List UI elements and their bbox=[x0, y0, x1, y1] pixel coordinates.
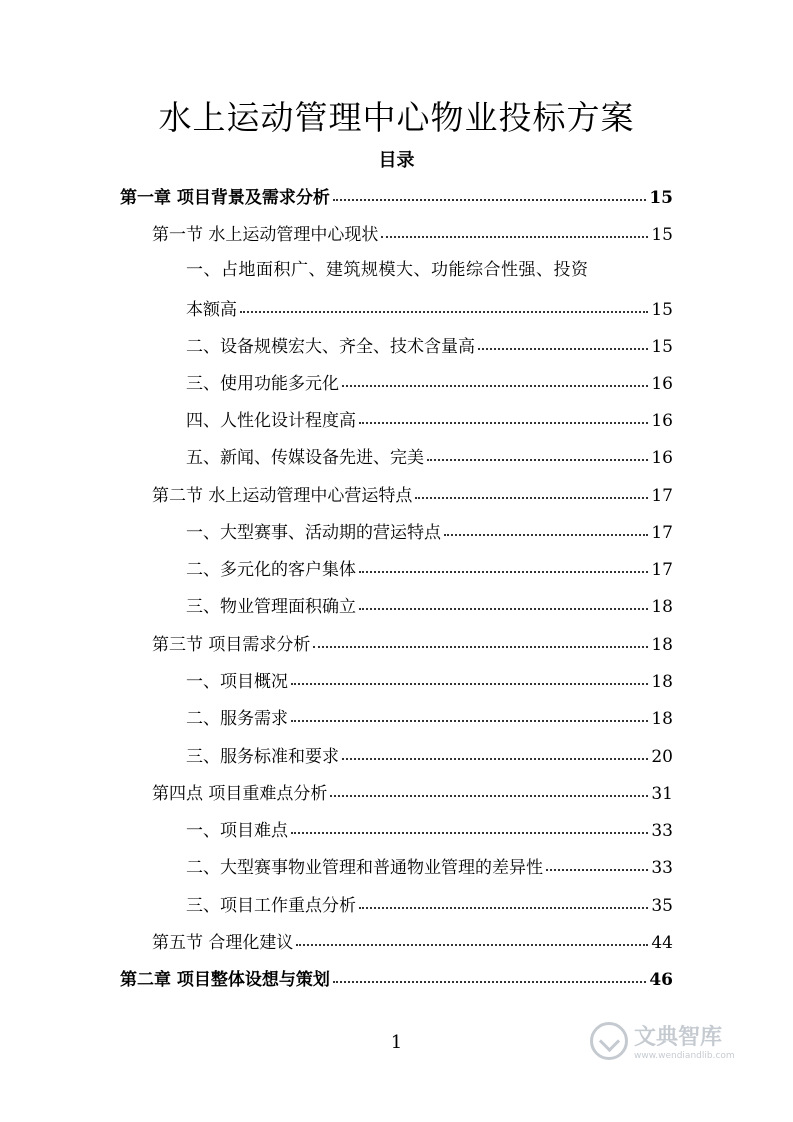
toc-entry-item[interactable] bbox=[186, 401, 673, 431]
toc-page: 15 bbox=[651, 337, 673, 357]
toc-label: 第二章 项目整体设想与策划 bbox=[120, 970, 330, 990]
toc-entry-section[interactable] bbox=[152, 625, 673, 655]
toc-entry-item[interactable] bbox=[186, 811, 673, 841]
toc-label: 二、多元化的客户集体 bbox=[186, 560, 356, 580]
toc-page: 16 bbox=[651, 411, 673, 431]
toc-entry-item[interactable] bbox=[186, 550, 673, 580]
toc-page: 44 bbox=[651, 933, 673, 953]
toc-label: 三、服务标准和要求 bbox=[186, 747, 339, 767]
toc-entry-item[interactable] bbox=[186, 662, 673, 692]
toc-label: 第一章 项目背景及需求分析 bbox=[120, 188, 330, 208]
toc-entry-section[interactable] bbox=[152, 774, 673, 804]
toc-entry-section[interactable] bbox=[152, 215, 673, 245]
toc-page: 33 bbox=[651, 821, 673, 841]
toc-label: 二、服务需求 bbox=[186, 709, 288, 729]
dot-leader bbox=[444, 534, 648, 536]
toc-page: 18 bbox=[651, 709, 673, 729]
toc-entry-section[interactable] bbox=[152, 923, 673, 953]
dot-leader bbox=[427, 459, 648, 461]
toc-page: 18 bbox=[651, 672, 673, 692]
toc-entry-item-wrapped-line1[interactable]: 一、占地面积广、建筑规模大、功能综合性强、投资 bbox=[186, 260, 589, 280]
toc-label: 第五节 合理化建议 bbox=[152, 933, 294, 953]
toc-label: 本额高 bbox=[186, 300, 237, 320]
dot-leader bbox=[342, 758, 648, 760]
dot-leader bbox=[313, 646, 648, 648]
page-number: 1 bbox=[390, 1032, 403, 1053]
dot-leader bbox=[359, 907, 648, 909]
document-title: 水上运动管理中心物业投标方案 bbox=[158, 98, 635, 137]
toc-page: 17 bbox=[651, 486, 673, 506]
toc-page: 16 bbox=[651, 448, 673, 468]
dot-leader bbox=[546, 869, 648, 871]
toc-page: 46 bbox=[649, 970, 673, 990]
toc-page: 35 bbox=[651, 896, 673, 916]
toc-page: 16 bbox=[651, 374, 673, 394]
toc-page: 15 bbox=[649, 188, 673, 208]
dot-leader bbox=[359, 422, 648, 424]
dot-leader bbox=[291, 720, 648, 722]
toc-entry-item[interactable] bbox=[186, 886, 673, 916]
toc-page: 18 bbox=[651, 635, 673, 655]
dot-leader bbox=[381, 236, 648, 238]
toc-label: 三、项目工作重点分析 bbox=[186, 896, 356, 916]
toc-entry-item[interactable] bbox=[186, 290, 673, 320]
toc-page: 20 bbox=[651, 747, 673, 767]
toc-page: 18 bbox=[651, 597, 673, 617]
dot-leader bbox=[330, 795, 648, 797]
toc-page: 33 bbox=[651, 858, 673, 878]
toc-label: 四、人性化设计程度高 bbox=[186, 411, 356, 431]
toc-entry-item[interactable] bbox=[186, 699, 673, 729]
watermark bbox=[590, 1020, 735, 1061]
dot-leader bbox=[296, 944, 648, 946]
toc-label: 二、大型赛事物业管理和普通物业管理的差异性 bbox=[186, 858, 543, 878]
dot-leader bbox=[291, 832, 648, 834]
toc-page: 31 bbox=[651, 784, 673, 804]
toc-heading: 目录 bbox=[378, 150, 415, 171]
toc-label: 三、使用功能多元化 bbox=[186, 374, 339, 394]
toc-page: 15 bbox=[651, 225, 673, 245]
dot-leader bbox=[359, 608, 648, 610]
toc-entry-item[interactable] bbox=[186, 848, 673, 878]
dot-leader bbox=[478, 348, 648, 350]
watermark-url: www.wendiandlib.com bbox=[634, 1051, 735, 1061]
dot-leader bbox=[291, 683, 648, 685]
toc-label: 三、物业管理面积确立 bbox=[186, 597, 356, 617]
toc-entry-item[interactable] bbox=[186, 587, 673, 617]
toc-page: 17 bbox=[651, 523, 673, 543]
dot-leader bbox=[342, 385, 648, 387]
toc-entry-item[interactable] bbox=[186, 513, 673, 543]
toc-entry-item[interactable] bbox=[186, 438, 673, 468]
dot-leader bbox=[415, 497, 648, 499]
toc-label: 五、新闻、传媒设备先进、完美 bbox=[186, 448, 424, 468]
toc-label: 第三节 项目需求分析 bbox=[152, 635, 311, 655]
watermark-logo-icon bbox=[590, 1022, 628, 1060]
toc-label: 第一节 水上运动管理中心现状 bbox=[152, 225, 379, 245]
dot-leader bbox=[333, 981, 646, 983]
toc-label: 一、大型赛事、活动期的营运特点 bbox=[186, 523, 441, 543]
dot-leader bbox=[240, 311, 648, 313]
toc-label: 一、项目难点 bbox=[186, 821, 288, 841]
toc-entry-chapter[interactable] bbox=[120, 178, 673, 208]
dot-leader bbox=[359, 571, 648, 573]
toc-label: 第四点 项目重难点分析 bbox=[152, 784, 328, 804]
toc-label: 一、项目概况 bbox=[186, 672, 288, 692]
toc-entry-item[interactable] bbox=[186, 327, 673, 357]
toc-entry-item[interactable] bbox=[186, 737, 673, 767]
toc-page: 15 bbox=[651, 300, 673, 320]
toc-entry-section[interactable] bbox=[152, 476, 673, 506]
toc-label: 二、设备规模宏大、齐全、技术含量高 bbox=[186, 337, 475, 357]
dot-leader bbox=[333, 199, 646, 201]
toc-label: 第二节 水上运动管理中心营运特点 bbox=[152, 486, 413, 506]
toc-entry-item[interactable] bbox=[186, 364, 673, 394]
toc-page: 17 bbox=[651, 560, 673, 580]
watermark-name: 文典智库 bbox=[634, 1025, 723, 1050]
toc-entry-chapter[interactable] bbox=[120, 960, 673, 990]
